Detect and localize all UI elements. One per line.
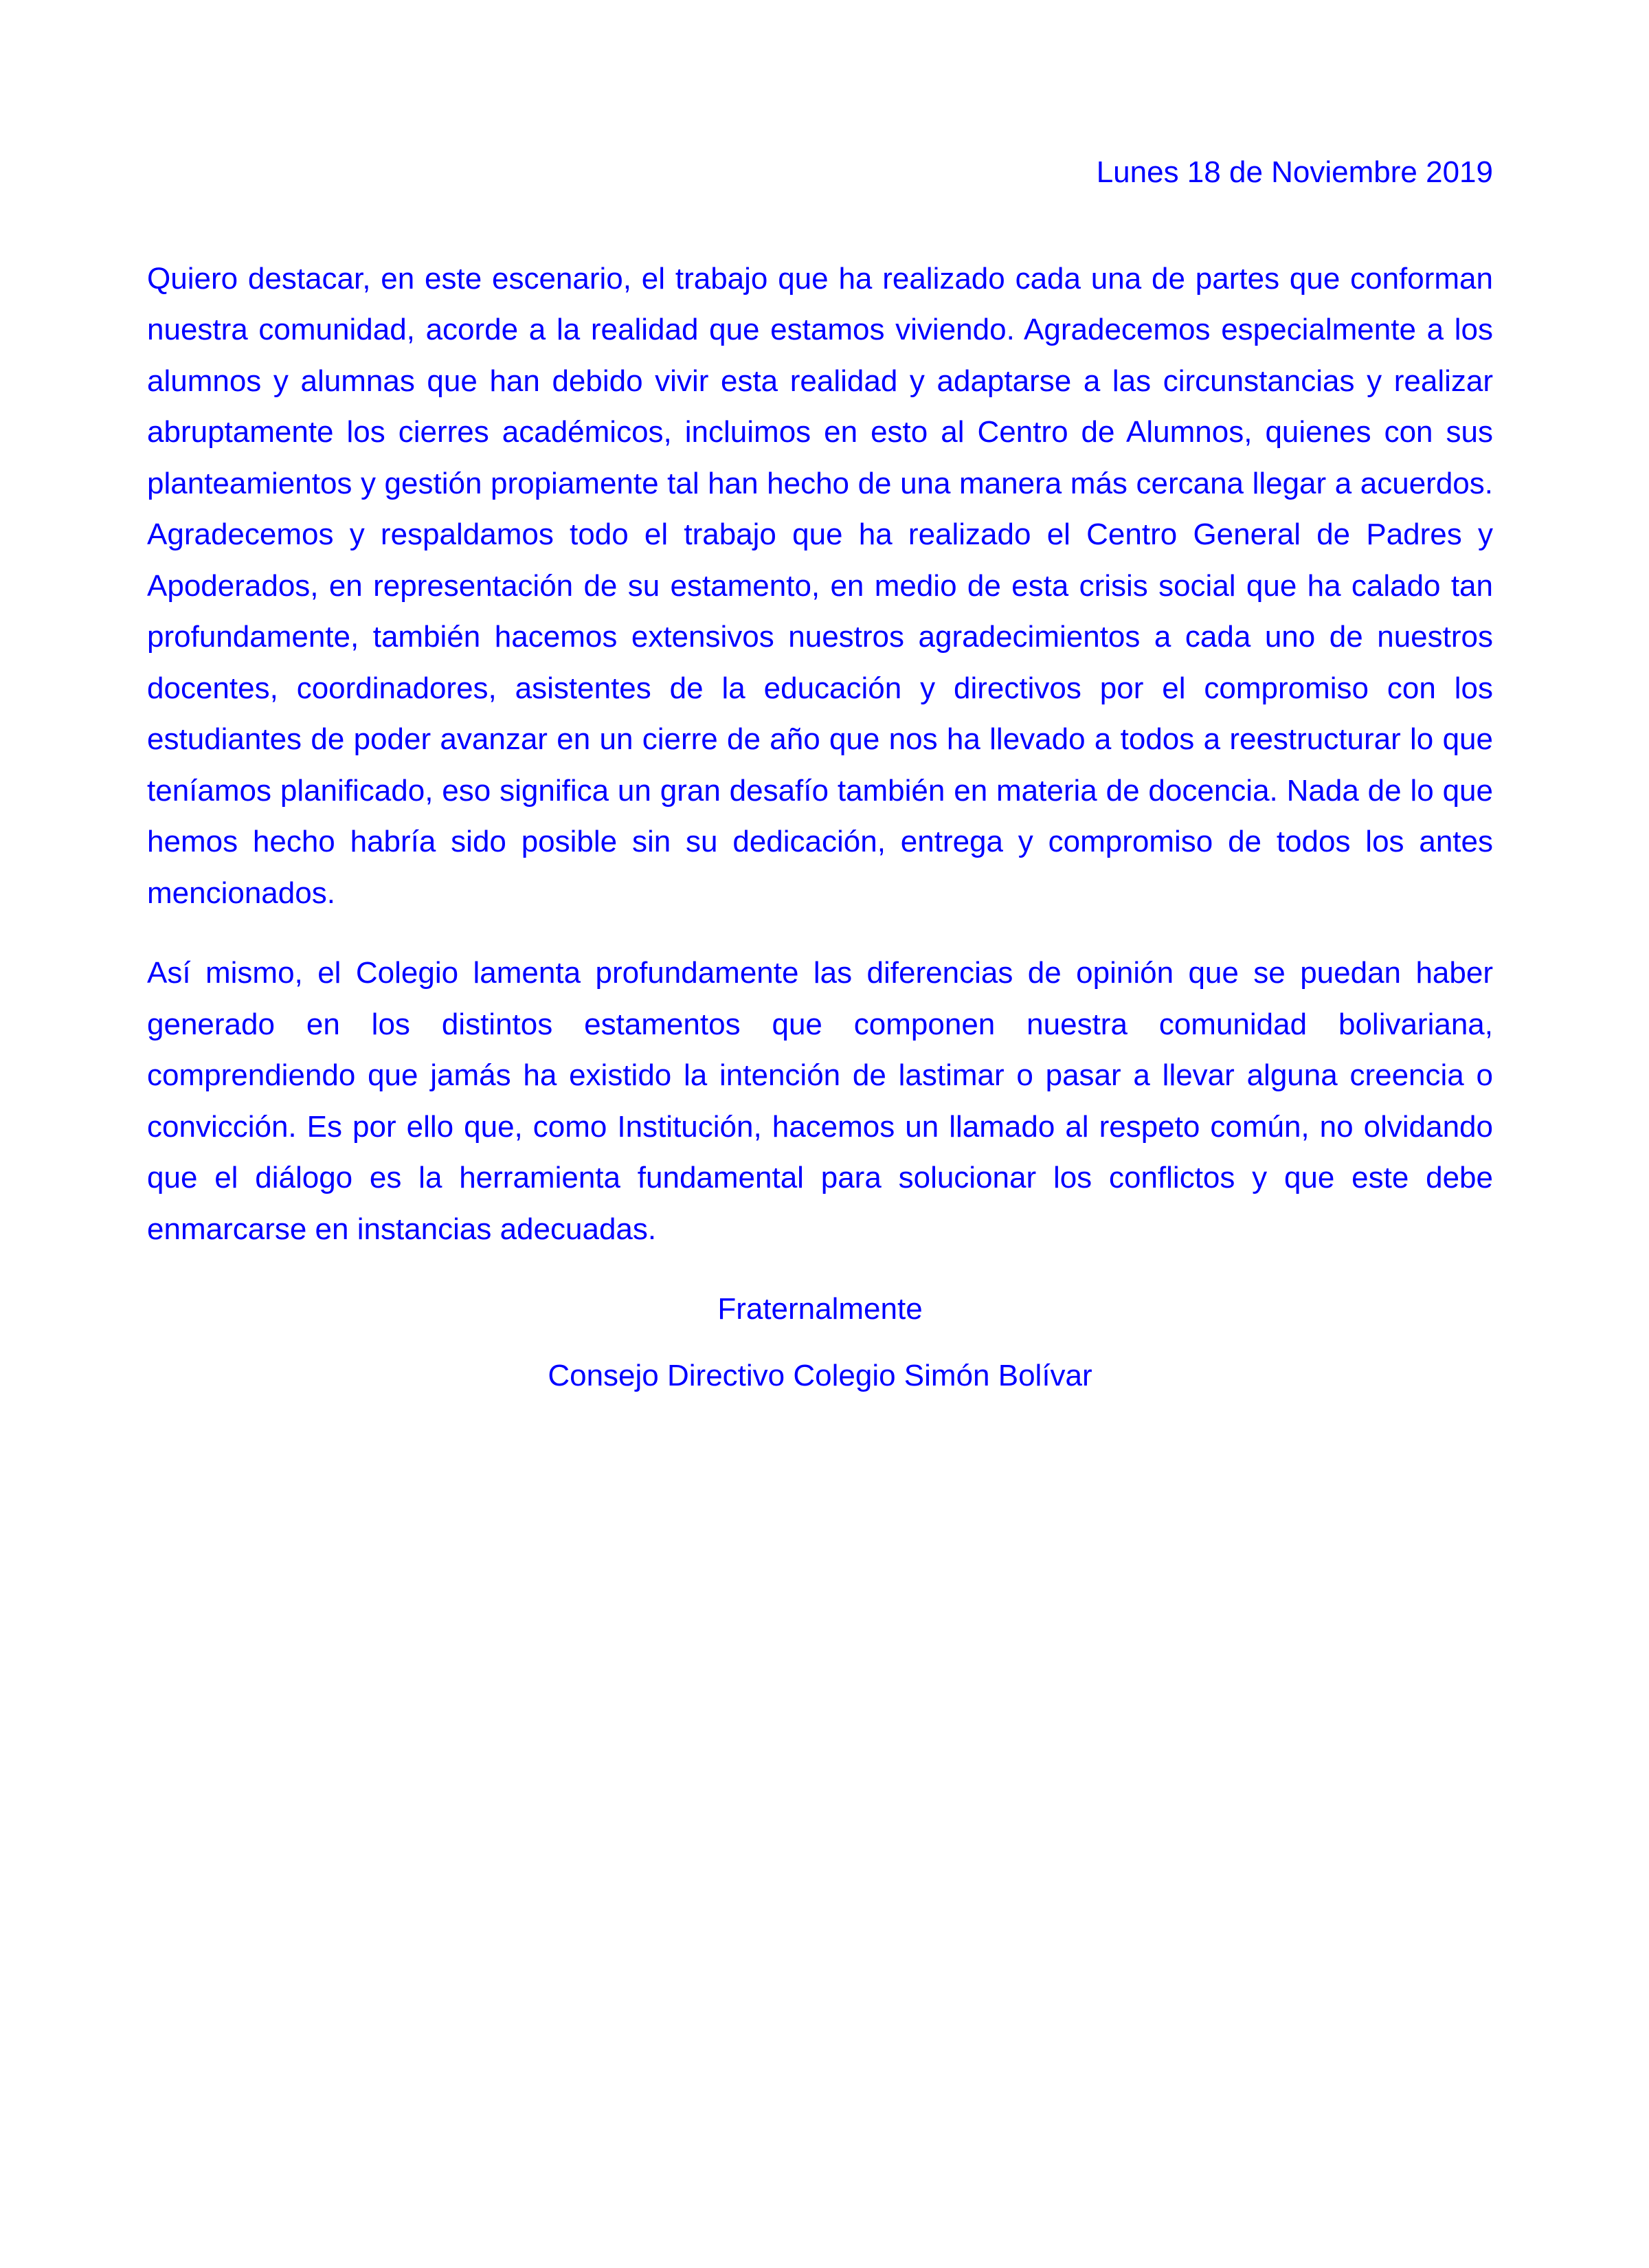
letter-body [147, 147, 1493, 1416]
letter-closing: Fraternalmente [717, 1292, 923, 1326]
letter-paragraph-1: Quiero destacar, en este escenario, el trabajo que ha realizado cada una de partes que conforman nuestra comunidad, acorde a la realidad que estamos viviendo. Agradecemos especialmente a los alumnos y alumnas que han debido vivir esta realidad y adaptarse a las circunstancias y realizar abruptamente los cierres académicos, incluimos en esto al Centro de Alumnos, quienes con sus planteamientos y gestión propiamente tal han hecho de una manera más cercana llegar a acuerdos. Agradecemos y respaldamos todo el trabajo que ha realizado el Centro General de Padres y Apoderados, en representación de su estamento, en medio de esta crisis social que ha calado tan profundamente, también hacemos extensivos nuestros agradecimientos a cada uno de nuestros docentes, coordinadores, asistentes de la educación y directivos por el compromiso con los estudiantes de poder avanzar en un cierre de año que nos ha llevado a todos a reestructurar lo que teníamos planificado, eso significa un gran desafío también en materia de docencia. Nada de lo que hemos hecho habría sido posible sin su dedicación, entrega y compromiso de todos los antes mencionados. [147, 261, 1493, 910]
letter-signature: Consejo Directivo Colegio Simón Bolívar [548, 1358, 1092, 1392]
letter-paragraph-2: Así mismo, el Colegio lamenta profundamente las diferencias de opinión que se puedan haber generado en los distintos estamentos que componen nuestra comunidad bolivariana, comprendiendo que jamás ha existido la intención de lastimar o pasar a llevar alguna creencia o convicción. Es por ello que, como Institución, hacemos un llamado al respeto común, no olvidando que el diálogo es la herramienta fundamental para solucionar los conflictos y que este debe enmarcarse en instancias adecuadas. [147, 956, 1493, 1246]
letter-date: Lunes 18 de Noviembre 2019 [1096, 155, 1493, 189]
